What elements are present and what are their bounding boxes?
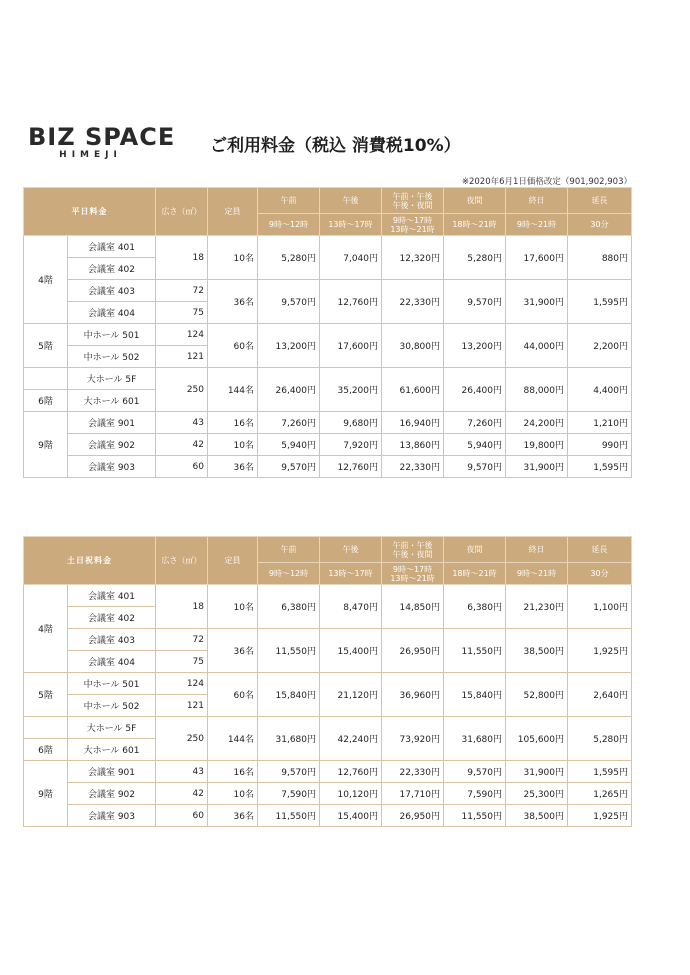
group-price: 25,300円 bbox=[506, 783, 568, 805]
group-price: 17,600円 bbox=[506, 236, 568, 280]
group-price: 12,760円 bbox=[320, 761, 382, 783]
group-price: 21,120円 bbox=[320, 673, 382, 717]
time-range-header: 9時～17時 13時～21時 bbox=[382, 214, 444, 236]
group-price: 14,850円 bbox=[382, 585, 444, 629]
floor-label: 5階 bbox=[24, 324, 68, 368]
group-price: 1,595円 bbox=[568, 280, 632, 324]
room-area: 18 bbox=[156, 236, 208, 280]
floor-label: 6階 bbox=[24, 390, 68, 412]
room-area: 124 bbox=[156, 673, 208, 695]
time-slot-header: 午前 bbox=[258, 537, 320, 563]
group-price: 61,600円 bbox=[382, 368, 444, 412]
floor-label: 9階 bbox=[24, 761, 68, 827]
group-price: 1,100円 bbox=[568, 585, 632, 629]
time-slot-header: 午前 bbox=[258, 188, 320, 214]
group-price: 17,600円 bbox=[320, 324, 382, 368]
time-range-header: 9時～21時 bbox=[506, 563, 568, 585]
group-price: 24,200円 bbox=[506, 412, 568, 434]
group-price: 12,760円 bbox=[320, 456, 382, 478]
group-capacity: 10名 bbox=[208, 783, 258, 805]
group-price: 880円 bbox=[568, 236, 632, 280]
room-name: 会議室 902 bbox=[68, 783, 156, 805]
room-area: 18 bbox=[156, 585, 208, 629]
table-row bbox=[24, 456, 632, 478]
room-name: 大ホール 5F bbox=[68, 717, 156, 739]
room-area: 72 bbox=[156, 280, 208, 302]
group-price: 5,280円 bbox=[258, 236, 320, 280]
time-slot-header: 午前・午後 午後・夜間 bbox=[382, 537, 444, 563]
group-price: 7,260円 bbox=[444, 412, 506, 434]
group-price: 7,920円 bbox=[320, 434, 382, 456]
room-area: 42 bbox=[156, 783, 208, 805]
group-price: 10,120円 bbox=[320, 783, 382, 805]
group-price: 9,570円 bbox=[258, 761, 320, 783]
group-price: 22,330円 bbox=[382, 280, 444, 324]
group-capacity: 10名 bbox=[208, 434, 258, 456]
table-row bbox=[24, 805, 632, 827]
group-price: 11,550円 bbox=[444, 629, 506, 673]
room-area: 43 bbox=[156, 761, 208, 783]
section-title: 土日祝料金 bbox=[24, 537, 156, 585]
time-range-header: 9時～17時 13時～21時 bbox=[382, 563, 444, 585]
room-name: 会議室 403 bbox=[68, 629, 156, 651]
floor-blank bbox=[24, 368, 68, 390]
time-slot-header: 夜間 bbox=[444, 537, 506, 563]
holiday-rate-table bbox=[23, 536, 632, 827]
room-name: 会議室 404 bbox=[68, 651, 156, 673]
room-name: 会議室 403 bbox=[68, 280, 156, 302]
group-price: 31,900円 bbox=[506, 456, 568, 478]
time-slot-header: 延長 bbox=[568, 188, 632, 214]
group-price: 1,925円 bbox=[568, 629, 632, 673]
room-name: 会議室 401 bbox=[68, 585, 156, 607]
time-slot-header: 午後 bbox=[320, 537, 382, 563]
time-range-header: 13時～17時 bbox=[320, 214, 382, 236]
room-area: 60 bbox=[156, 456, 208, 478]
group-price: 9,570円 bbox=[258, 456, 320, 478]
room-name: 会議室 404 bbox=[68, 302, 156, 324]
group-price: 1,210円 bbox=[568, 412, 632, 434]
room-name: 大ホール 601 bbox=[68, 390, 156, 412]
table-row bbox=[24, 236, 632, 258]
group-capacity: 16名 bbox=[208, 761, 258, 783]
group-price: 9,570円 bbox=[444, 761, 506, 783]
room-area: 124 bbox=[156, 324, 208, 346]
table-row bbox=[24, 761, 632, 783]
group-capacity: 10名 bbox=[208, 585, 258, 629]
group-price: 38,500円 bbox=[506, 629, 568, 673]
group-price: 31,680円 bbox=[444, 717, 506, 761]
group-price: 36,960円 bbox=[382, 673, 444, 717]
group-price: 13,860円 bbox=[382, 434, 444, 456]
group-price: 16,940円 bbox=[382, 412, 444, 434]
group-price: 73,920円 bbox=[382, 717, 444, 761]
group-price: 5,940円 bbox=[444, 434, 506, 456]
group-price: 15,840円 bbox=[258, 673, 320, 717]
group-price: 7,260円 bbox=[258, 412, 320, 434]
table-row bbox=[24, 717, 632, 739]
room-area: 250 bbox=[156, 368, 208, 412]
area-header: 広さ（㎡） bbox=[156, 188, 208, 236]
room-area: 121 bbox=[156, 695, 208, 717]
group-price: 13,200円 bbox=[258, 324, 320, 368]
group-price: 11,550円 bbox=[444, 805, 506, 827]
table-row bbox=[24, 324, 632, 346]
group-capacity: 36名 bbox=[208, 805, 258, 827]
room-area: 75 bbox=[156, 302, 208, 324]
group-price: 44,000円 bbox=[506, 324, 568, 368]
table-row bbox=[24, 280, 632, 302]
capacity-header: 定員 bbox=[208, 537, 258, 585]
floor-label: 6階 bbox=[24, 739, 68, 761]
floor-label: 4階 bbox=[24, 585, 68, 673]
group-price: 13,200円 bbox=[444, 324, 506, 368]
group-price: 2,640円 bbox=[568, 673, 632, 717]
group-price: 26,400円 bbox=[258, 368, 320, 412]
group-price: 1,265円 bbox=[568, 783, 632, 805]
room-name: 大ホール 5F bbox=[68, 368, 156, 390]
time-range-header: 9時～21時 bbox=[506, 214, 568, 236]
group-price: 22,330円 bbox=[382, 761, 444, 783]
room-area: 60 bbox=[156, 805, 208, 827]
group-price: 52,800円 bbox=[506, 673, 568, 717]
time-range-header: 30分 bbox=[568, 214, 632, 236]
group-price: 990円 bbox=[568, 434, 632, 456]
group-price: 26,950円 bbox=[382, 629, 444, 673]
room-name: 会議室 903 bbox=[68, 805, 156, 827]
group-price: 5,280円 bbox=[568, 717, 632, 761]
group-capacity: 10名 bbox=[208, 236, 258, 280]
room-name: 大ホール 601 bbox=[68, 739, 156, 761]
room-name: 中ホール 501 bbox=[68, 673, 156, 695]
time-slot-header: 終日 bbox=[506, 188, 568, 214]
group-price: 9,570円 bbox=[444, 280, 506, 324]
table-row bbox=[24, 434, 632, 456]
revision-note: ※2020年6月1日価格改定（901,902,903） bbox=[461, 177, 632, 187]
group-price: 19,800円 bbox=[506, 434, 568, 456]
group-price: 22,330円 bbox=[382, 456, 444, 478]
group-price: 9,570円 bbox=[444, 456, 506, 478]
group-price: 7,590円 bbox=[444, 783, 506, 805]
group-price: 17,710円 bbox=[382, 783, 444, 805]
group-price: 6,380円 bbox=[444, 585, 506, 629]
time-range-header: 9時～12時 bbox=[258, 563, 320, 585]
section-title: 平日料金 bbox=[24, 188, 156, 236]
group-price: 1,925円 bbox=[568, 805, 632, 827]
group-capacity: 16名 bbox=[208, 412, 258, 434]
room-name: 会議室 901 bbox=[68, 761, 156, 783]
room-name: 中ホール 501 bbox=[68, 324, 156, 346]
table-row bbox=[24, 783, 632, 805]
group-price: 5,940円 bbox=[258, 434, 320, 456]
group-price: 5,280円 bbox=[444, 236, 506, 280]
group-price: 15,400円 bbox=[320, 629, 382, 673]
group-price: 105,600円 bbox=[506, 717, 568, 761]
group-price: 12,760円 bbox=[320, 280, 382, 324]
group-capacity: 36名 bbox=[208, 456, 258, 478]
group-price: 11,550円 bbox=[258, 629, 320, 673]
logo-subtitle: HIMEJI bbox=[59, 150, 122, 160]
group-price: 31,900円 bbox=[506, 280, 568, 324]
group-price: 9,680円 bbox=[320, 412, 382, 434]
group-price: 21,230円 bbox=[506, 585, 568, 629]
floor-label: 4階 bbox=[24, 236, 68, 324]
page-title: ご利用料金（税込 消費税10%） bbox=[210, 136, 461, 156]
group-price: 42,240円 bbox=[320, 717, 382, 761]
group-price: 31,900円 bbox=[506, 761, 568, 783]
table-row bbox=[24, 673, 632, 695]
time-slot-header: 午後 bbox=[320, 188, 382, 214]
group-capacity: 144名 bbox=[208, 368, 258, 412]
room-name: 中ホール 502 bbox=[68, 346, 156, 368]
room-name: 会議室 401 bbox=[68, 236, 156, 258]
time-range-header: 9時～12時 bbox=[258, 214, 320, 236]
table-row bbox=[24, 412, 632, 434]
group-price: 30,800円 bbox=[382, 324, 444, 368]
group-capacity: 144名 bbox=[208, 717, 258, 761]
room-area: 72 bbox=[156, 629, 208, 651]
capacity-header: 定員 bbox=[208, 188, 258, 236]
group-price: 9,570円 bbox=[258, 280, 320, 324]
group-price: 11,550円 bbox=[258, 805, 320, 827]
biz-space-logo bbox=[28, 123, 176, 161]
group-price: 15,840円 bbox=[444, 673, 506, 717]
time-range-header: 18時～21時 bbox=[444, 563, 506, 585]
group-price: 26,400円 bbox=[444, 368, 506, 412]
group-price: 88,000円 bbox=[506, 368, 568, 412]
table-row bbox=[24, 368, 632, 390]
group-capacity: 60名 bbox=[208, 673, 258, 717]
room-name: 中ホール 502 bbox=[68, 695, 156, 717]
room-name: 会議室 903 bbox=[68, 456, 156, 478]
group-price: 1,595円 bbox=[568, 761, 632, 783]
group-capacity: 36名 bbox=[208, 280, 258, 324]
room-name: 会議室 402 bbox=[68, 258, 156, 280]
room-area: 121 bbox=[156, 346, 208, 368]
group-price: 26,950円 bbox=[382, 805, 444, 827]
table-row bbox=[24, 629, 632, 651]
time-slot-header: 夜間 bbox=[444, 188, 506, 214]
floor-blank bbox=[24, 717, 68, 739]
room-name: 会議室 901 bbox=[68, 412, 156, 434]
time-slot-header: 延長 bbox=[568, 537, 632, 563]
group-price: 2,200円 bbox=[568, 324, 632, 368]
group-price: 31,680円 bbox=[258, 717, 320, 761]
group-price: 4,400円 bbox=[568, 368, 632, 412]
group-price: 15,400円 bbox=[320, 805, 382, 827]
group-price: 12,320円 bbox=[382, 236, 444, 280]
area-header: 広さ（㎡） bbox=[156, 537, 208, 585]
group-price: 1,595円 bbox=[568, 456, 632, 478]
time-slot-header: 午前・午後 午後・夜間 bbox=[382, 188, 444, 214]
group-price: 7,590円 bbox=[258, 783, 320, 805]
group-capacity: 36名 bbox=[208, 629, 258, 673]
room-area: 75 bbox=[156, 651, 208, 673]
group-price: 7,040円 bbox=[320, 236, 382, 280]
room-area: 43 bbox=[156, 412, 208, 434]
floor-label: 9階 bbox=[24, 412, 68, 478]
time-slot-header: 終日 bbox=[506, 537, 568, 563]
room-area: 42 bbox=[156, 434, 208, 456]
group-price: 35,200円 bbox=[320, 368, 382, 412]
time-range-header: 18時～21時 bbox=[444, 214, 506, 236]
group-price: 38,500円 bbox=[506, 805, 568, 827]
group-price: 8,470円 bbox=[320, 585, 382, 629]
room-name: 会議室 902 bbox=[68, 434, 156, 456]
group-price: 6,380円 bbox=[258, 585, 320, 629]
time-range-header: 30分 bbox=[568, 563, 632, 585]
logo-wordmark: BIZ SPACE bbox=[28, 123, 176, 151]
table-row bbox=[24, 585, 632, 607]
floor-label: 5階 bbox=[24, 673, 68, 717]
time-range-header: 13時～17時 bbox=[320, 563, 382, 585]
room-area: 250 bbox=[156, 717, 208, 761]
room-name: 会議室 402 bbox=[68, 607, 156, 629]
weekday-rate-table bbox=[23, 187, 632, 478]
group-capacity: 60名 bbox=[208, 324, 258, 368]
